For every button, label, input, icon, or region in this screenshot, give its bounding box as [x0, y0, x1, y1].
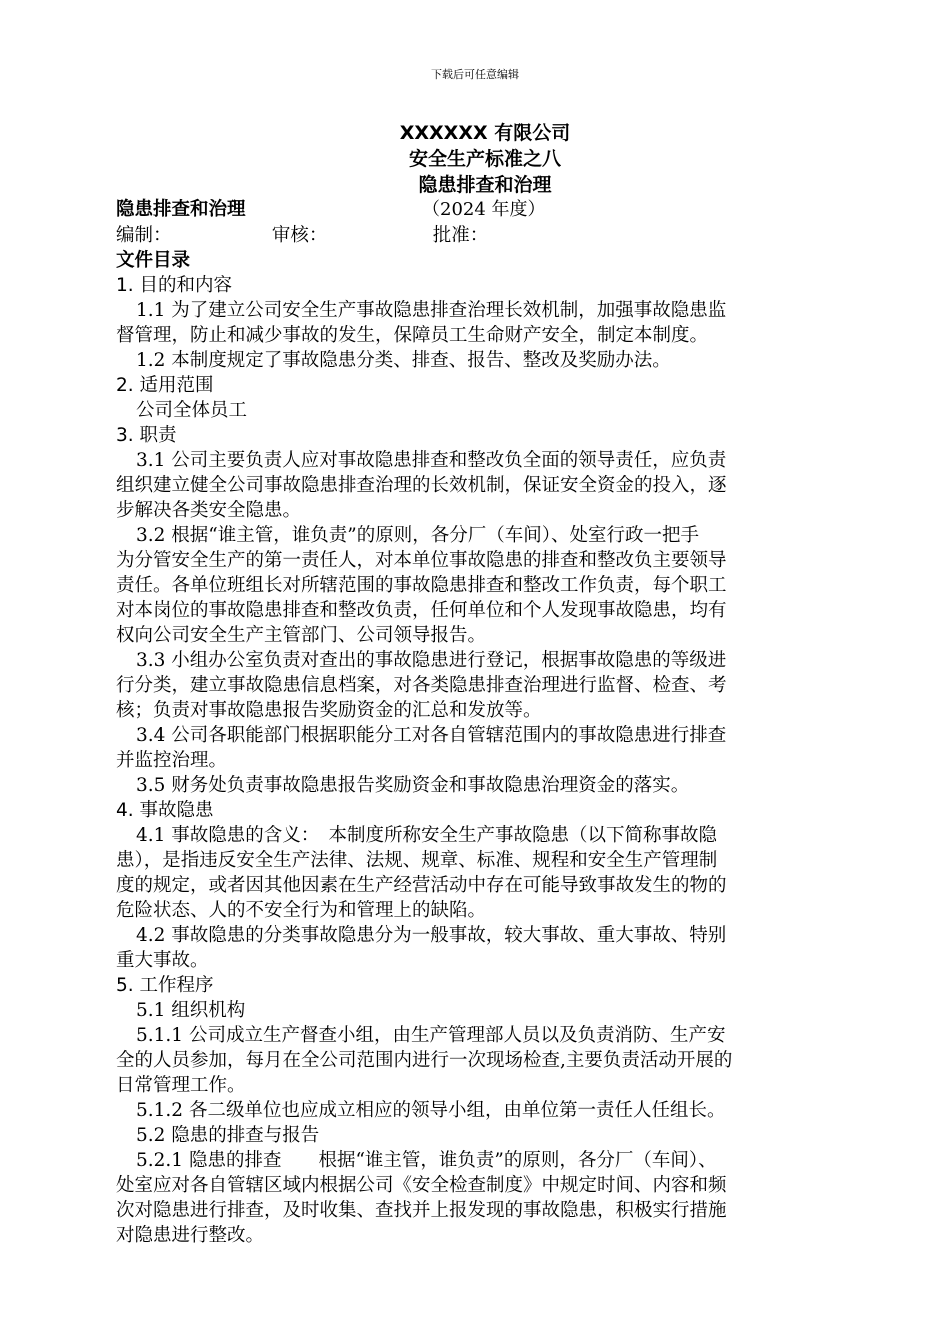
body-line: 核；负责对事故隐患报告奖励资金的汇总和发放等。: [116, 700, 542, 721]
section-heading: 4. 事故隐患: [116, 800, 214, 821]
body-line: 对隐患进行整改。: [116, 1225, 265, 1246]
body-line: 5.1 组织机构: [136, 1000, 246, 1021]
body-line: 4.1 事故隐患的含义： 本制度所称安全生产事故隐患（以下简称事故隐: [136, 825, 718, 846]
body-line: 3.1 公司主要负责人应对事故隐患排查和整改负全面的领导责任，应负责: [136, 450, 727, 471]
body-line: 公司全体员工: [136, 400, 248, 421]
body-line: 对本岗位的事故隐患排查和整改负责，任何单位和个人发现事故隐患，均有: [116, 600, 727, 621]
body-line: 度的规定，或者因其他因素在生产经营活动中存在可能导致事故发生的物的: [116, 875, 727, 896]
body-line: 3.5 财务处负责事故隐患报告奖励资金和事故隐患治理资金的落实。: [136, 775, 690, 796]
section-heading: 3. 职责: [116, 425, 177, 446]
header-note: 下载后可任意编辑: [431, 68, 519, 81]
body-line: 组织建立健全公司事故隐患排查治理的长效机制，保证安全资金的投入，逐: [116, 475, 727, 496]
body-line: 重大事故。: [116, 950, 209, 971]
topic-title: 隐患排查和治理: [418, 174, 552, 196]
body-line: 5.1.1 公司成立生产督查小组，由生产管理部人员以及负责消防、生产安: [136, 1025, 726, 1046]
company-title: XXXXXX 有限公司: [399, 122, 571, 144]
body-line: 3.4 公司各职能部门根据职能分工对各自管辖范围内的事故隐患进行排查: [136, 725, 727, 746]
body-line: 行分类，建立事故隐患信息档案，对各类隐患排查治理进行监督、检查、考: [116, 675, 727, 696]
body-line: 3.3 小组办公室负责对查出的事故隐患进行登记，根据事故隐患的等级进: [136, 650, 727, 671]
section-heading: 5. 工作程序: [116, 975, 214, 996]
author-label: 编制：: [116, 225, 172, 246]
reviewer-label: 审核：: [271, 225, 328, 246]
body-line: 1.2 本制度规定了事故隐患分类、排查、报告、整改及奖励办法。: [136, 350, 671, 371]
body-line: 责任。各单位班组长对所辖范围的事故隐患排查和整改工作负责，每个职工: [116, 575, 727, 596]
body-line: 患），是指违反安全生产法律、法规、规章、标准、规程和安全生产管理制: [116, 850, 718, 871]
body-line: 5.2.1 隐患的排查 根据“谁主管，谁负责”的原则，各分厂（车间）、: [136, 1150, 717, 1171]
body-line: 5.1.2 各二级单位也应成立相应的领导小组，由单位第一责任人任组长。: [136, 1100, 726, 1121]
subtitle-left: 隐患排查和治理: [116, 199, 246, 220]
body-line: 并监控治理。: [116, 750, 228, 771]
toc-heading: 文件目录: [116, 250, 191, 271]
standard-title: 安全生产标准之八: [408, 148, 561, 170]
body-line: 3.2 根据“谁主管，谁负责”的原则，各分厂（车间）、处室行政一把手: [136, 525, 699, 546]
body-line: 4.2 事故隐患的分类事故隐患分为一般事故，较大事故、重大事故、特别: [136, 925, 727, 946]
body-line: 次对隐患进行排查，及时收集、查找并上报发现的事故隐患，积极实行措施: [116, 1200, 727, 1221]
body-line: 权向公司安全生产主管部门、公司领导报告。: [116, 625, 487, 646]
body-line: 日常管理工作。: [116, 1075, 246, 1096]
body-line: 危险状态、人的不安全行为和管理上的缺陷。: [116, 900, 487, 921]
section-heading: 2. 适用范围: [116, 375, 214, 396]
body-line: 督管理，防止和减少事故的发生，保障员工生命财产安全，制定本制度。: [116, 325, 709, 346]
approver-label: 批准：: [432, 225, 489, 246]
body-line: 为分管安全生产的第一责任人，对本单位事故隐患的排查和整改负主要领导: [116, 550, 727, 571]
approval-line: [116, 223, 488, 249]
body-line: 步解决各类安全隐患。: [116, 500, 302, 521]
body-line: 5.2 隐患的排查与报告: [136, 1125, 320, 1146]
subtitle-year: （2024 年度）: [422, 199, 546, 220]
body-line: 处室应对各自管辖区域内根据公司《安全检查制度》中规定时间、内容和频: [116, 1175, 727, 1196]
body-line: 全的人员参加，每月在全公司范围内进行一次现场检查,主要负责活动开展的: [116, 1050, 733, 1071]
section-heading: 1. 目的和内容: [116, 275, 233, 296]
body-line: 1.1 为了建立公司安全生产事故隐患排查治理长效机制，加强事故隐患监: [136, 300, 727, 321]
